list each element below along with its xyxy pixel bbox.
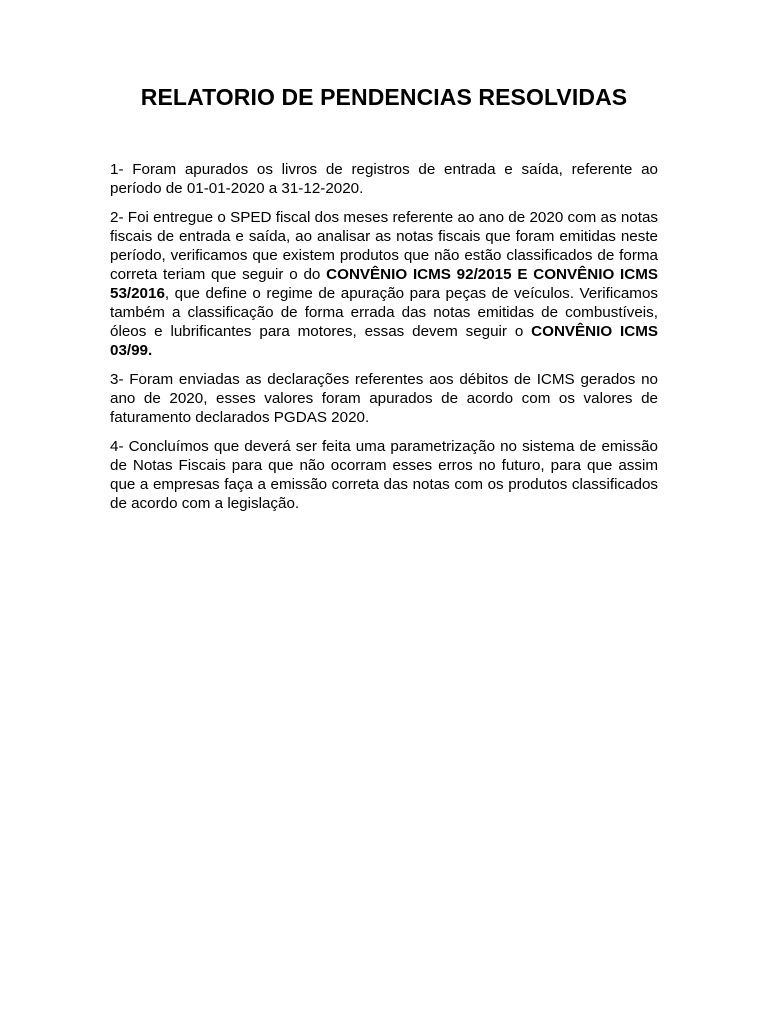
paragraph-4-text: 4- Concluímos que deverá ser feita uma parametrização no sistema de emissão de Notas Fiscais para que não ocorram esses erros no futuro, para que assim que a empresas faça a emissão correta das notas com os produtos classificados de acordo com a legislação.	[110, 438, 658, 512]
paragraph-2-text-b: , que define o regime de apuração para peças de veículos. Verificamos também a classificação de forma errada das notas emitidas de combustíveis, óleos e lubrificantes para motores, essas devem seguir o	[110, 285, 658, 340]
paragraph-1-text: 1- Foram apurados os livros de registros de entrada e saída, referente ao período de 01-01-2020 a 31-12-2020.	[110, 161, 658, 197]
paragraph-3	[110, 370, 658, 427]
document-title: RELATORIO DE PENDENCIAS RESOLVIDAS	[140, 84, 628, 110]
paragraph-3-text: 3- Foram enviadas as declarações referentes aos débitos de ICMS gerados no ano de 2020, esses valores foram apurados de acordo com os valores de faturamento declarados PGDAS 2020.	[110, 371, 658, 426]
paragraph-2	[110, 208, 658, 360]
paragraph-2-bold-convenio-92-53: CONVÊNIO ICMS 92/2015 E CONVÊNIO ICMS 53/2016	[110, 266, 659, 302]
paragraph-1	[110, 160, 658, 198]
paragraph-2-text-a: 2- Foi entregue o SPED fiscal dos meses referente ao ano de 2020 com as notas fiscais de entrada e saída, ao analisar as notas fiscais que foram emitidas neste período, verificamos que existem produtos que não estão classificados de forma correta teriam que seguir o do	[110, 209, 658, 283]
document-body	[110, 160, 658, 523]
paragraph-4	[110, 437, 658, 513]
paragraph-2-bold-convenio-03-99: CONVÊNIO ICMS 03/99.	[110, 323, 659, 359]
